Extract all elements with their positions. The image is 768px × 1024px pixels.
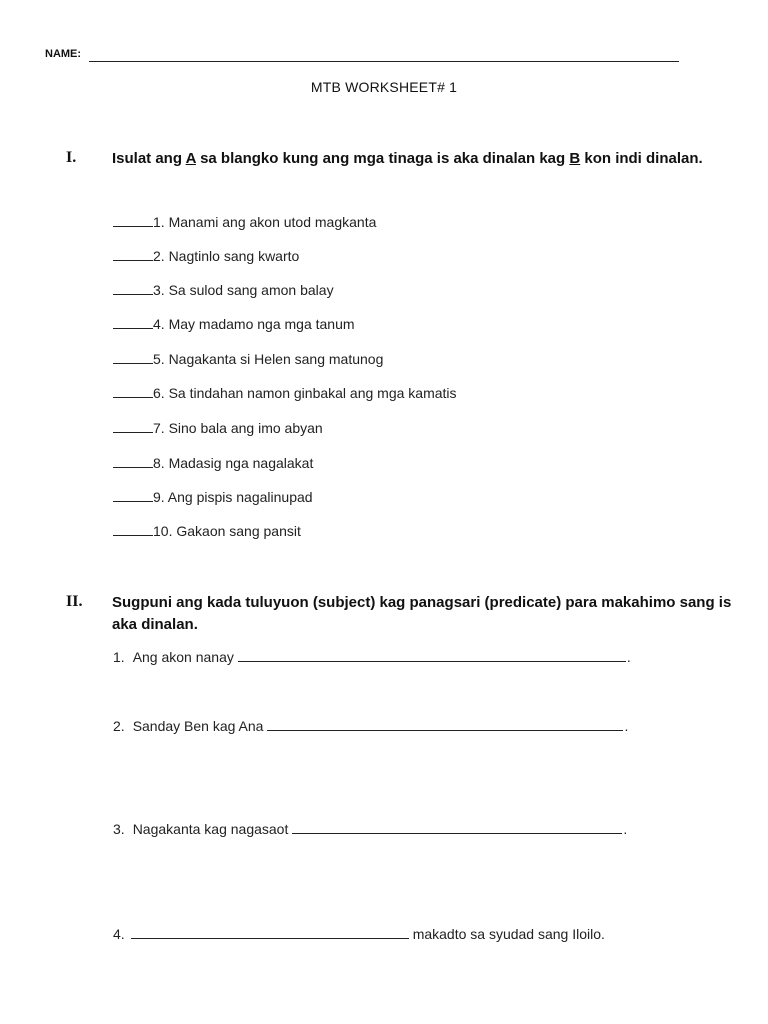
- answer-blank[interactable]: [113, 225, 153, 227]
- letter-b: B: [569, 150, 581, 167]
- answer-blank[interactable]: [113, 431, 153, 433]
- answer-line[interactable]: [131, 937, 409, 939]
- answer-blank[interactable]: [113, 534, 153, 536]
- section-1-item-1: 1. Manami ang akon utod magkanta: [113, 214, 376, 230]
- section-2-instruction: Sugpuni ang kada tuluyuon (subject) kag panagsari (predicate) para makahimo sang is aka dinalan.: [112, 594, 732, 633]
- section-2-number: II.: [66, 593, 83, 610]
- section-1-item-4: 4. May madamo nga mga tanum: [113, 316, 355, 332]
- answer-blank[interactable]: [113, 500, 153, 502]
- section-1-item-7: 7. Sino bala ang imo abyan: [113, 420, 323, 436]
- name-blank-line[interactable]: [89, 61, 679, 62]
- section-1-item-3: 3. Sa sulod sang amon balay: [113, 282, 334, 298]
- section-1-item-9: 9. Ang pispis nagalinupad: [113, 489, 313, 505]
- answer-blank[interactable]: [113, 396, 153, 398]
- section-1-item-6: 6. Sa tindahan namon ginbakal ang mga kamatis: [113, 385, 457, 401]
- section-2-item-3: 3. Nagakanta kag nagasaot .: [113, 821, 628, 837]
- answer-line[interactable]: [267, 729, 623, 731]
- name-label: NAME:: [45, 48, 82, 60]
- answer-blank[interactable]: [113, 327, 153, 329]
- section-1-item-10: 10. Gakaon sang pansit: [113, 523, 301, 539]
- answer-blank[interactable]: [113, 259, 153, 261]
- answer-line[interactable]: [292, 832, 622, 834]
- section-1-instruction: Isulat ang A sa blangko kung ang mga tinaga is aka dinalan kag B kon indi dinalan.: [112, 150, 703, 167]
- section-2-item-4: 4. makadto sa syudad sang Iloilo.: [113, 926, 605, 942]
- section-1-item-2: 2. Nagtinlo sang kwarto: [113, 248, 299, 264]
- worksheet-title: MTB WORKSHEET# 1: [310, 79, 458, 95]
- answer-blank[interactable]: [113, 466, 153, 468]
- answer-line[interactable]: [238, 660, 626, 662]
- section-1-number: I.: [66, 149, 77, 166]
- section-1-item-8: 8. Madasig nga nagalakat: [113, 455, 313, 471]
- answer-blank[interactable]: [113, 362, 153, 364]
- section-2-item-1: 1. Ang akon nanay .: [113, 649, 631, 665]
- section-1-item-5: 5. Nagakanta si Helen sang matunog: [113, 351, 383, 367]
- section-2-item-2: 2. Sanday Ben kag Ana .: [113, 718, 629, 734]
- letter-a: A: [185, 150, 196, 167]
- answer-blank[interactable]: [113, 293, 153, 295]
